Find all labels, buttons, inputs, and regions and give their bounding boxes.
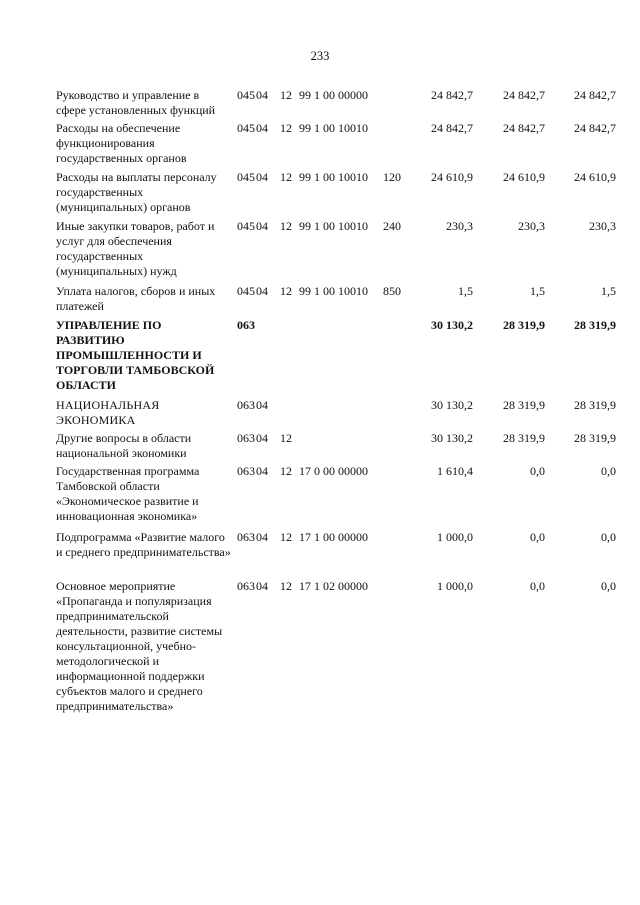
row-value-1: 30 130,2 bbox=[431, 398, 473, 412]
page-number: 233 bbox=[310, 49, 330, 63]
row-value-1: 30 130,2 bbox=[431, 318, 473, 332]
row-gr: 063 bbox=[237, 398, 255, 412]
row-name: Основное мероприятие «Пропаганда и популяризация предпринимательской деятельности, развитие системы консультационной, учебно-методологической и информационной поддержки субъектов малого и среднего предпринимательства» bbox=[56, 579, 223, 713]
row-gr: 063 bbox=[237, 530, 255, 544]
row-gr: 045 bbox=[237, 284, 255, 298]
row-value-2: 24 842,7 bbox=[503, 121, 545, 135]
row-csr: 99 1 00 10010 bbox=[299, 170, 368, 184]
row-value-2: 28 319,9 bbox=[503, 398, 545, 412]
row-gr: 045 bbox=[237, 88, 255, 102]
row-gr: 045 bbox=[237, 121, 255, 135]
row-csr: 99 1 00 10010 bbox=[299, 121, 368, 135]
row-rz: 04 bbox=[256, 121, 268, 135]
row-name: НАЦИОНАЛЬНАЯ ЭКОНОМИКА bbox=[56, 398, 160, 427]
row-value-2: 0,0 bbox=[530, 579, 545, 593]
row-name: Иные закупки товаров, работ и услуг для обеспечения государственных (муниципальных) нужд bbox=[56, 219, 215, 278]
row-csr: 17 1 02 00000 bbox=[299, 579, 368, 593]
row-rz: 04 bbox=[256, 464, 268, 478]
row-csr: 99 1 00 00000 bbox=[299, 88, 368, 102]
row-value-2: 24 610,9 bbox=[503, 170, 545, 184]
row-vr: 850 bbox=[383, 284, 401, 298]
row-value-3: 24 610,9 bbox=[574, 170, 616, 184]
row-name: Руководство и управление в сфере установленных функций bbox=[56, 88, 216, 117]
row-pr: 12 bbox=[280, 170, 292, 184]
row-rz: 04 bbox=[256, 170, 268, 184]
row-name: Подпрограмма «Развитие малого и среднего предпринимательства» bbox=[56, 530, 231, 559]
row-gr: 063 bbox=[237, 431, 255, 445]
row-pr: 12 bbox=[280, 464, 292, 478]
row-name: Государственная программа Тамбовской области «Экономическое развитие и инновационная экономика» bbox=[56, 464, 200, 523]
row-pr: 12 bbox=[280, 284, 292, 298]
row-pr: 12 bbox=[280, 579, 292, 593]
row-rz: 04 bbox=[256, 88, 268, 102]
row-csr: 17 0 00 00000 bbox=[299, 464, 368, 478]
row-value-2: 0,0 bbox=[530, 530, 545, 544]
row-rz: 04 bbox=[256, 219, 268, 233]
row-value-3: 28 319,9 bbox=[574, 398, 616, 412]
row-gr: 063 bbox=[237, 318, 255, 332]
row-pr: 12 bbox=[280, 219, 292, 233]
row-value-1: 30 130,2 bbox=[431, 431, 473, 445]
row-value-3: 0,0 bbox=[601, 464, 616, 478]
row-pr: 12 bbox=[280, 431, 292, 445]
row-value-2: 1,5 bbox=[530, 284, 545, 298]
row-name: Расходы на выплаты персоналу государственных (муниципальных) органов bbox=[56, 170, 217, 214]
row-value-2: 0,0 bbox=[530, 464, 545, 478]
row-vr: 240 bbox=[383, 219, 401, 233]
row-value-3: 0,0 bbox=[601, 530, 616, 544]
row-rz: 04 bbox=[256, 579, 268, 593]
row-value-1: 1 000,0 bbox=[437, 530, 473, 544]
row-name: Расходы на обеспечение функционирования государственных органов bbox=[56, 121, 187, 165]
row-name: Уплата налогов, сборов и иных платежей bbox=[56, 284, 216, 313]
row-rz: 04 bbox=[256, 284, 268, 298]
row-rz: 04 bbox=[256, 398, 268, 412]
row-name: Другие вопросы в области национальной экономики bbox=[56, 431, 192, 460]
row-value-3: 0,0 bbox=[601, 579, 616, 593]
row-pr: 12 bbox=[280, 88, 292, 102]
row-value-3: 28 319,9 bbox=[574, 318, 616, 332]
row-value-2: 230,3 bbox=[518, 219, 545, 233]
row-vr: 120 bbox=[383, 170, 401, 184]
row-gr: 063 bbox=[237, 464, 255, 478]
row-gr: 063 bbox=[237, 579, 255, 593]
row-csr: 99 1 00 10010 bbox=[299, 219, 368, 233]
row-gr: 045 bbox=[237, 219, 255, 233]
row-value-2: 24 842,7 bbox=[503, 88, 545, 102]
row-value-1: 1,5 bbox=[458, 284, 473, 298]
row-value-1: 230,3 bbox=[446, 219, 473, 233]
row-rz: 04 bbox=[256, 530, 268, 544]
row-value-3: 24 842,7 bbox=[574, 121, 616, 135]
row-value-2: 28 319,9 bbox=[503, 431, 545, 445]
row-value-3: 230,3 bbox=[589, 219, 616, 233]
row-csr: 99 1 00 10010 bbox=[299, 284, 368, 298]
row-value-2: 28 319,9 bbox=[503, 318, 545, 332]
row-pr: 12 bbox=[280, 530, 292, 544]
row-value-1: 24 842,7 bbox=[431, 121, 473, 135]
row-csr: 17 1 00 00000 bbox=[299, 530, 368, 544]
row-value-1: 1 610,4 bbox=[437, 464, 473, 478]
row-value-1: 24 842,7 bbox=[431, 88, 473, 102]
row-value-3: 1,5 bbox=[601, 284, 616, 298]
row-value-3: 28 319,9 bbox=[574, 431, 616, 445]
row-pr: 12 bbox=[280, 121, 292, 135]
row-gr: 045 bbox=[237, 170, 255, 184]
row-name: УПРАВЛЕНИЕ ПО РАЗВИТИЮ ПРОМЫШЛЕННОСТИ И ТОРГОВЛИ ТАМБОВСКОЙ ОБЛАСТИ bbox=[56, 318, 215, 392]
row-value-3: 24 842,7 bbox=[574, 88, 616, 102]
row-value-1: 1 000,0 bbox=[437, 579, 473, 593]
row-rz: 04 bbox=[256, 431, 268, 445]
row-value-1: 24 610,9 bbox=[431, 170, 473, 184]
